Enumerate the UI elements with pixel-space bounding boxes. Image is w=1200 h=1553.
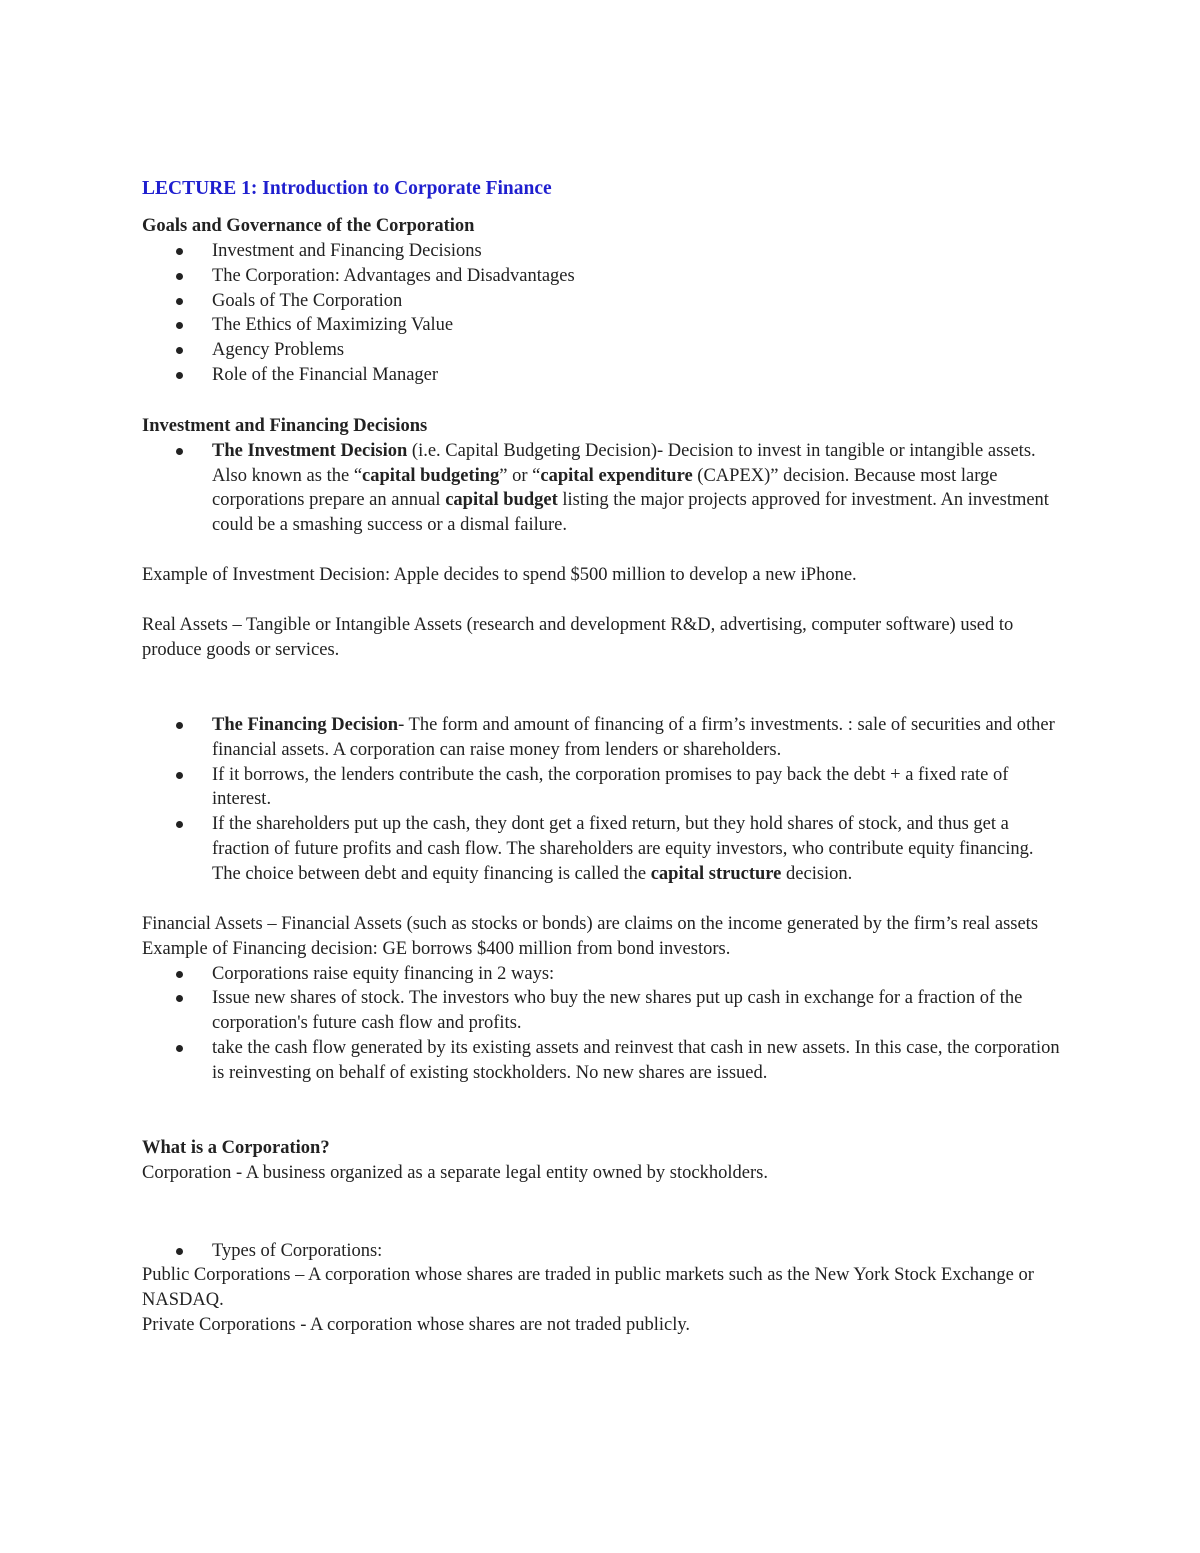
list-item: Agency Problems [142, 338, 1062, 363]
investment-list [142, 439, 1062, 538]
goals-list [142, 239, 1062, 388]
types-list [142, 1239, 1062, 1264]
corporation-definition: Corporation - A business organized as a separate legal entity owned by stockholders. [142, 1162, 768, 1183]
shareholders-text: If the shareholders put up the cash, they dont get a fixed return, but they hold shares of stock, and thus get a fraction of future profits and cash flow. The shareholders are equity investors, who contribute equity financing. The choice between debt and equity financing is called the [212, 814, 1034, 884]
financing-decision-item [142, 713, 1062, 763]
investment-example: Example of Investment Decision: Apple decides to spend $500 million to develop a new iPhone. [142, 564, 857, 585]
goals-heading: Goals and Governance of the Corporation [142, 216, 475, 236]
financial-assets-definition: Financial Assets – Financial Assets (such as stocks or bonds) are claims on the income generated by the firm’s real assets [142, 913, 1039, 934]
investment-decision-term: The Investment Decision [212, 440, 408, 461]
list-item: If it borrows, the lenders contribute the cash, the corporation promises to pay back the debt + a fixed rate of interest. [142, 763, 1062, 813]
document-body [142, 176, 1062, 1338]
investment-heading: Investment and Financing Decisions [142, 415, 428, 436]
financing-list [142, 713, 1062, 887]
list-item: Types of Corporations: [142, 1239, 1062, 1264]
financing-decision-term: The Financing Decision [212, 714, 399, 735]
equity-ways-list [142, 962, 1062, 1086]
list-item: Role of the Financial Manager [142, 363, 1062, 388]
real-assets-definition: Real Assets – Tangible or Intangible Assets (research and development R&D, advertising, computer software) used to produce goods or services. [142, 614, 1014, 660]
list-item: Investment and Financing Decisions [142, 239, 1062, 264]
list-item: take the cash flow generated by its existing assets and reinvest that cash in new assets. In this case, the corporation is reinvesting on behalf of existing stockholders. No new shares are issued. [142, 1036, 1062, 1086]
financing-example: Example of Financing decision: GE borrows $400 million from bond investors. [142, 938, 731, 959]
capital-structure-term: capital structure [650, 863, 782, 884]
list-item [142, 812, 1062, 886]
investment-text-2: ” or “ [499, 465, 541, 486]
public-corporations-definition: Public Corporations – A corporation whose shares are traded in public markets such as the New York Stock Exchange or NASDAQ. [142, 1265, 1034, 1311]
corporation-heading: What is a Corporation? [142, 1137, 330, 1158]
list-item: The Ethics of Maximizing Value [142, 313, 1062, 338]
private-corporations-definition: Private Corporations - A corporation whose shares are not traded publicly. [142, 1315, 691, 1336]
capital-expenditure-term: capital expenditure [540, 465, 693, 486]
capital-budgeting-term: capital budgeting [362, 465, 500, 486]
list-item: Corporations raise equity financing in 2 ways: [142, 962, 1062, 987]
shareholders-text-end: decision. [781, 863, 853, 884]
investment-text-1: (i.e. Capital Budgeting Decision)- Decision to invest in tangible or intangible assets. Also known as the “ [212, 440, 1036, 486]
investment-decision-item [142, 439, 1062, 538]
list-item: Goals of The Corporation [142, 289, 1062, 314]
financing-text: - The form and amount of financing of a firm’s investments. : sale of securities and other financial assets. A corporation can raise money from lenders or shareholders. [212, 714, 1055, 760]
lecture-title: LECTURE 1: Introduction to Corporate Finance [142, 178, 552, 199]
investment-text-3: (CAPEX)” decision. Because most large corporations prepare an annual [212, 465, 998, 511]
list-item: The Corporation: Advantages and Disadvantages [142, 264, 1062, 289]
list-item: Issue new shares of stock. The investors who buy the new shares put up cash in exchange for a fraction of the corporation's future cash flow and profits. [142, 986, 1062, 1036]
capital-budget-term: capital budget [445, 490, 558, 511]
investment-text-4: listing the major projects approved for investment. An investment could be a smashing success or a dismal failure. [212, 490, 1049, 536]
